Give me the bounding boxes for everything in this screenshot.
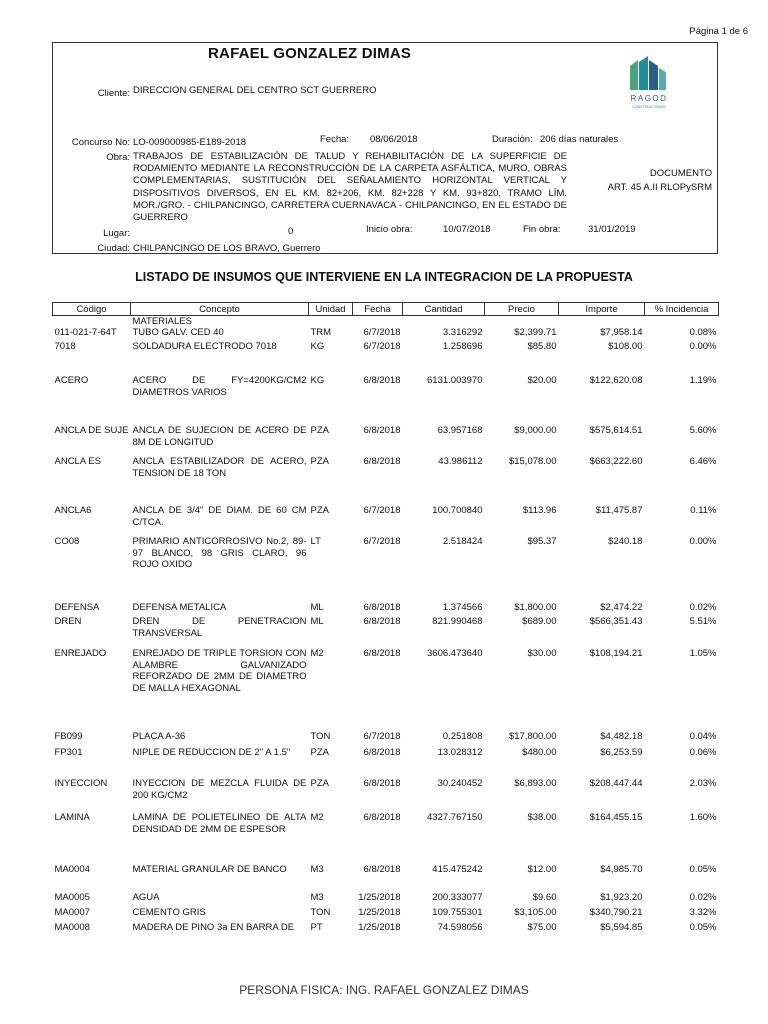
ciudad-value: CHILPANCINGO DE LOS BRAVO, Guerrero (133, 243, 321, 254)
cell-concepto: ANCLA ESTABILIZADOR DE ACERO, TENSION DE 18 TON (132, 456, 307, 479)
cell-concepto: MADERA DE PINO 3a EN BARRA DE (132, 922, 295, 934)
cell-incidencia: 0.02% (689, 892, 717, 904)
cell-fecha: 1/25/2018 (358, 892, 401, 904)
ciudad-label: Ciudad: (97, 243, 130, 254)
cell-cantidad: 13.028312 (437, 747, 483, 759)
col-header-codigo: Código (53, 303, 131, 316)
cell-precio: $480.00 (522, 747, 557, 759)
cell-fecha: 6/7/2018 (363, 731, 401, 743)
table-row (53, 864, 719, 892)
cell-codigo: ANCLA DE SUJE (54, 425, 129, 437)
cell-codigo: LAMINA (54, 812, 90, 824)
cell-codigo: 011-021-7-64T (54, 327, 117, 339)
cell-importe: $108,194.21 (589, 648, 643, 660)
table-row (53, 505, 719, 536)
cell-precio: $17,800.00 (508, 731, 557, 743)
cell-concepto: AGUA (132, 892, 160, 904)
cell-cantidad: 2.518424 (442, 536, 483, 548)
duracion-label: Duración: (492, 134, 533, 145)
cell-precio: $9.60 (532, 892, 557, 904)
inicio-value: 10/07/2018 (443, 224, 491, 235)
cell-precio: $9,000.00 (514, 425, 557, 437)
cell-cantidad: 30.240452 (437, 778, 483, 790)
cell-unidad: KG (310, 341, 325, 353)
cell-fecha: 6/8/2018 (363, 602, 401, 614)
table-row (53, 456, 719, 505)
cell-concepto: TUBO GALV. CED 40 (132, 327, 224, 339)
cell-incidencia: 1.05% (689, 648, 717, 660)
table-row (53, 375, 719, 425)
cell-fecha: 6/8/2018 (363, 812, 401, 824)
documento-tag (580, 167, 712, 195)
cell-incidencia: 3.32% (689, 907, 717, 919)
section-row (53, 316, 719, 327)
cell-cantidad: 1.258696 (442, 341, 483, 353)
fin-label: Fin obra: (523, 224, 561, 235)
fecha-value: 08/06/2018 (370, 134, 418, 145)
cell-concepto: ENREJADO DE TRIPLE TORSION CON ALAMBRE GALVANIZADO REFORZADO DE 2MM DE DIAMETRO DE MALLA HEXAGONAL (132, 648, 307, 694)
cell-incidencia: 2.03% (689, 778, 717, 790)
cell-codigo: ANCLA6 (54, 505, 92, 517)
table-row (53, 812, 719, 864)
cell-incidencia: 0.00% (689, 536, 717, 548)
cell-cantidad: 4327.767150 (427, 812, 483, 824)
cell-precio: $85.80 (527, 341, 557, 353)
table-row (53, 425, 719, 456)
list-title: LISTADO DE INSUMOS QUE INTERVIENE EN LA INTEGRACION DE LA PROPUESTA (135, 270, 633, 284)
company-name: RAFAEL GONZALEZ DIMAS (208, 45, 412, 62)
cell-codigo: INYECCION (54, 778, 108, 790)
cell-fecha: 6/7/2018 (363, 505, 401, 517)
cell-precio: $2,399.71 (514, 327, 557, 339)
cell-codigo: FB099 (54, 731, 83, 743)
cell-incidencia: 0.06% (689, 747, 717, 759)
lugar-label: Lugar: (103, 228, 130, 239)
col-header-fecha: Fecha (353, 303, 403, 316)
cell-importe: $11,475.87 (595, 505, 643, 517)
cell-unidad: TON (310, 731, 331, 743)
cell-cantidad: 200.333077 (432, 892, 483, 904)
concurso-label: Concurso No: (71, 137, 130, 148)
cell-precio: $12.00 (527, 864, 557, 876)
cell-incidencia: 0.00% (689, 341, 717, 353)
cell-unidad: PZA (310, 505, 329, 517)
lugar-value: 0 (288, 226, 294, 237)
table-header-row (53, 303, 719, 316)
cell-unidad: PZA (310, 747, 329, 759)
cell-cantidad: 100.700840 (432, 505, 483, 517)
cell-incidencia: 5.51% (689, 616, 717, 628)
cell-importe: $2,474.22 (600, 602, 643, 614)
table-row (53, 731, 719, 747)
cell-codigo: MA0007 (54, 907, 90, 919)
cell-importe: $6,253.59 (600, 747, 643, 759)
cell-unidad: M2 (310, 812, 324, 824)
documento-value: ART. 45 A.II RLOPySRM (607, 182, 712, 193)
cell-cantidad: 821.990468 (432, 616, 483, 628)
cell-unidad: ML (310, 616, 324, 628)
cell-importe: $340,790.21 (589, 907, 643, 919)
cell-fecha: 6/8/2018 (363, 648, 401, 660)
cell-codigo: MA0008 (54, 922, 90, 934)
table-row (53, 648, 719, 731)
cell-precio: $95.37 (527, 536, 557, 548)
cell-precio: $689.00 (522, 616, 557, 628)
cell-fecha: 6/7/2018 (363, 341, 401, 353)
cell-incidencia: 5.60% (689, 425, 717, 437)
duracion-value: 206 días naturales (540, 134, 619, 145)
cell-concepto: INYECCION DE MEZCLA FLUIDA DE 200 KG/CM2 (132, 778, 307, 801)
cell-unidad: PZA (310, 456, 329, 468)
cell-concepto: NIPLE DE REDUCCION DE 2" A 1.5" (132, 747, 291, 759)
cell-codigo: ENREJADO (54, 648, 107, 660)
table-row (53, 341, 719, 375)
col-header-precio: Precio (485, 303, 559, 316)
cell-incidencia: 0.02% (689, 602, 717, 614)
cell-incidencia: 0.11% (690, 505, 717, 517)
documento-label: DOCUMENTO (649, 168, 712, 179)
section-label: MATERIALES (132, 316, 192, 327)
cell-fecha: 6/8/2018 (363, 864, 401, 876)
cell-concepto: CEMENTO GRIS (132, 907, 206, 919)
cell-codigo: MA0005 (54, 892, 90, 904)
cell-concepto: ANCLA DE SUJECION DE ACERO DE 8M DE LONGITUD (132, 425, 307, 448)
cell-concepto: DEFENSA METALICA (132, 602, 227, 614)
cell-concepto: LAMINA DE POLIETELINEO DE ALTA DENSIDAD DE 2MM DE ESPESOR (132, 812, 307, 835)
cell-cantidad: 43.986112 (438, 456, 483, 468)
col-header-importe: Importe (559, 303, 645, 316)
table-row (53, 907, 719, 922)
cell-importe: $164,455.15 (589, 812, 643, 824)
cell-unidad: M3 (310, 864, 324, 876)
cell-concepto: MATERIAL GRANULAR DE BANCO (132, 864, 287, 876)
cell-codigo: 7018 (54, 341, 76, 353)
concurso-value: LO-009000985-E189-2018 (133, 137, 247, 148)
col-header-concepto: Concepto (131, 303, 309, 316)
cell-unidad: PZA (310, 778, 329, 790)
cell-concepto: PRIMARIO ANTICORROSIVO No.2, 89-97 BLANCO, 98 GRIS CLARO, 96 ROJO OXIDO (132, 536, 307, 571)
cell-importe: $5,594.85 (600, 922, 643, 934)
cell-cantidad: 0.251808 (442, 731, 483, 743)
table-row (53, 536, 719, 602)
cell-incidencia: 0.04% (689, 731, 717, 743)
cliente-value: DIRECCION GENERAL DEL CENTRO SCT GUERRERO (133, 85, 377, 96)
cell-fecha: 6/8/2018 (363, 747, 401, 759)
cell-codigo: FP301 (54, 747, 83, 759)
cell-unidad: M2 (310, 648, 324, 660)
insumos-table (52, 302, 719, 935)
cell-unidad: TON (310, 907, 331, 919)
cell-importe: $122,620.08 (589, 375, 643, 387)
col-header-incidencia: % Incidencia (645, 303, 719, 316)
cell-cantidad: 74.598056 (437, 922, 483, 934)
cell-precio: $6,893.00 (514, 778, 557, 790)
cell-unidad: PZA (310, 425, 329, 437)
cell-codigo: MA0004 (54, 864, 90, 876)
cell-concepto: ANCLA DE 3/4" DE DIAM. DE 60 CM C/TCA. (132, 505, 307, 528)
cell-fecha: 6/8/2018 (363, 425, 401, 437)
cell-fecha: 1/25/2018 (358, 907, 401, 919)
cell-unidad: KG (310, 375, 325, 387)
cell-codigo: ACERO (54, 375, 89, 387)
cliente-label: Cliente: (97, 88, 130, 99)
cell-importe: $566,351.43 (589, 616, 643, 628)
cell-importe: $7,958.14 (600, 327, 643, 339)
cell-incidencia: 0.08% (689, 327, 717, 339)
cell-concepto: ACERO DE FY=4200KG/CM2 DIAMETROS VARIOS (132, 375, 307, 398)
cell-cantidad: 6131.003970 (427, 375, 483, 387)
cell-codigo: DEFENSA (54, 602, 100, 614)
cell-cantidad: 3606.473640 (427, 648, 483, 660)
cell-fecha: 6/7/2018 (363, 536, 401, 548)
cell-incidencia: 6.46% (689, 456, 717, 468)
cell-fecha: 6/8/2018 (363, 778, 401, 790)
logo-text: RAGOD (630, 94, 668, 103)
cell-precio: $38.00 (527, 812, 557, 824)
cell-unidad: ML (310, 602, 324, 614)
cell-codigo: DREN (54, 616, 82, 628)
cell-cantidad: 3.316292 (442, 327, 483, 339)
cell-fecha: 1/25/2018 (358, 922, 401, 934)
fin-value: 31/01/2019 (588, 224, 636, 235)
cell-fecha: 6/8/2018 (363, 616, 401, 628)
logo-building-icon (616, 52, 682, 112)
logo-subtext: CONSTRUCCIONES (632, 105, 666, 109)
cell-fecha: 6/7/2018 (363, 327, 401, 339)
cell-concepto: SOLDADURA ELECTRODO 7018 (132, 341, 277, 353)
cell-precio: $1,800.00 (514, 602, 557, 614)
col-header-cantidad: Cantidad (403, 303, 485, 316)
cell-importe: $208,447.44 (589, 778, 643, 790)
inicio-label: Inicio obra: (366, 224, 413, 235)
cell-importe: $4,985.70 (600, 864, 643, 876)
col-header-unidad: Unidad (309, 303, 353, 316)
cell-concepto: DREN DE PENETRACION TRANSVERSAL (132, 616, 307, 639)
cell-importe: $575,614.51 (589, 425, 643, 437)
cell-incidencia: 0.05% (689, 864, 717, 876)
cell-importe: $663,222.60 (589, 456, 643, 468)
cell-incidencia: 1.60% (689, 812, 717, 824)
cell-incidencia: 1.19% (689, 375, 717, 387)
cell-importe: $108.00 (608, 341, 643, 353)
obra-description: TRABAJOS DE ESTABILIZACIÓN DE TALUD Y REHABILITACIÓN DE LA SUPERFICIE DE RODAMIENTO MEDIANTE LA RECONSTRUCCIÓN DE LA CARPETA ASFÁLTICA, MURO, OBRAS COMPLEMENTARIAS, SUSTITUCIÓN DEL SEÑALAMIENTO HORIZONTAL VERTICAL Y DISPOSITIVOS DIVERSOS, EN EL KM. 82+206, KM. 82+228 Y KM. 93+820, TRAMO LÍM. MOR./GRO. - CHILPANCINGO, CARRETERA CUERNAVACA - CHILPANCINGO, EN EL ESTADO DE GUERRERO (133, 151, 567, 224)
cell-fecha: 6/8/2018 (363, 456, 401, 468)
cell-precio: $75.00 (527, 922, 557, 934)
cell-importe: $1,923.20 (600, 892, 643, 904)
cell-codigo: ANCLA ES (54, 456, 101, 468)
table-row (53, 892, 719, 907)
table-row (53, 922, 719, 935)
cell-incidencia: 0.05% (689, 922, 717, 934)
table-row (53, 327, 719, 341)
cell-cantidad: 109.755301 (432, 907, 483, 919)
cell-codigo: CO08 (54, 536, 80, 548)
cell-importe: $240.18 (608, 536, 643, 548)
table-row (53, 747, 719, 778)
cell-precio: $3,105.00 (514, 907, 557, 919)
cell-precio: $113.96 (522, 505, 557, 517)
cell-importe: $4,482.18 (600, 731, 643, 743)
cell-precio: $15,078.00 (508, 456, 557, 468)
cell-precio: $20.00 (527, 375, 557, 387)
page-number: Página 1 de 6 (689, 26, 748, 37)
table-row (53, 778, 719, 812)
table-row (53, 616, 719, 648)
obra-label: Obra: (106, 152, 130, 163)
cell-cantidad: 415.475242 (432, 864, 483, 876)
table-row (53, 602, 719, 616)
fecha-label: Fecha: (320, 134, 350, 145)
cell-unidad: M3 (310, 892, 324, 904)
cell-unidad: TRM (310, 327, 332, 339)
cell-concepto: PLACA A-36 (132, 731, 186, 743)
cell-unidad: LT (310, 536, 321, 548)
cell-fecha: 6/8/2018 (363, 375, 401, 387)
footer-signature: PERSONA FISICA: ING. RAFAEL GONZALEZ DIMAS (239, 983, 529, 997)
cell-precio: $30.00 (527, 648, 557, 660)
cell-cantidad: 1.374566 (442, 602, 483, 614)
cell-cantidad: 63.957168 (437, 425, 483, 437)
company-logo (616, 52, 682, 112)
cell-unidad: PT (310, 922, 323, 934)
